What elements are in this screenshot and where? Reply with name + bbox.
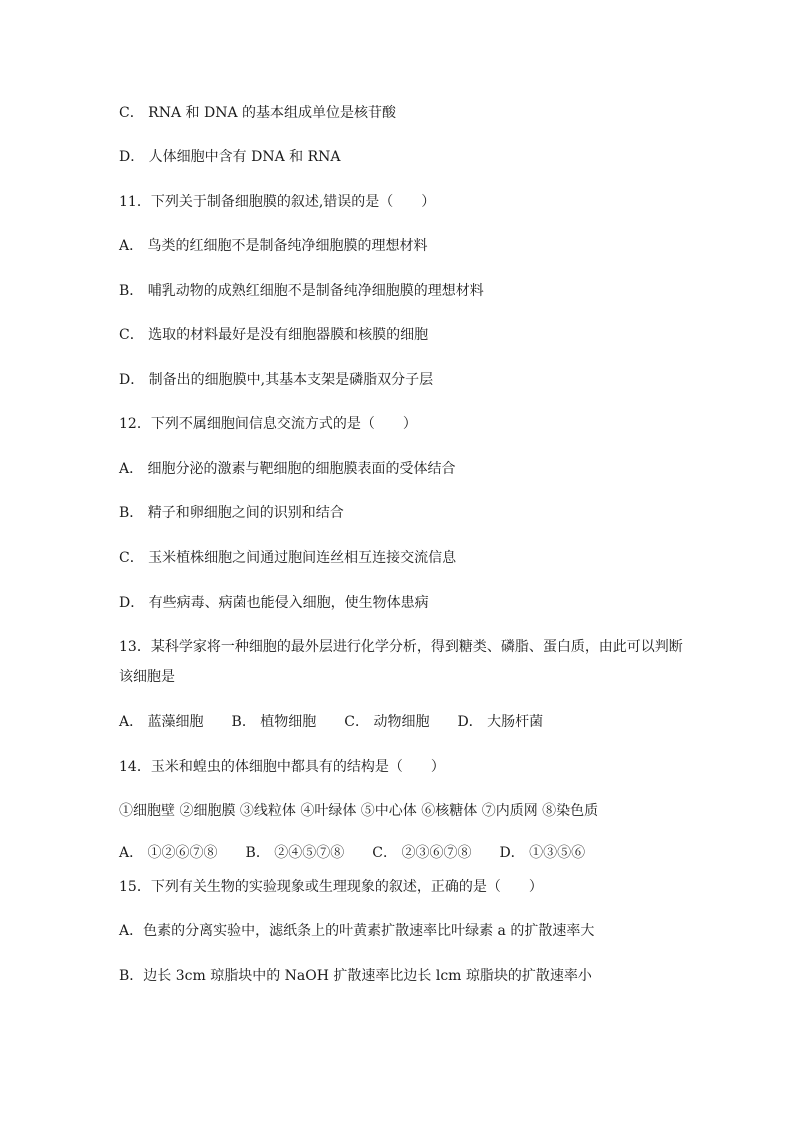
option-12a: A． 细胞分泌的激素与靶细胞的细胞膜表面的受体结合 [119,461,456,477]
option-12d: D． 有些病毒、病菌也能侵入细胞，使生物体患病 [119,595,429,611]
question-13-cont: 该细胞是 [119,669,175,685]
option-10d: D． 人体细胞中含有 DNA 和 RNA [119,149,341,165]
option-15b: B．边长 3cm 琼脂块中的 NaOH 扩散速率比边长 lcm 琼脂块的扩散速率小 [119,968,592,984]
option-11c: C． 选取的材料最好是没有细胞器膜和核膜的细胞 [119,327,429,343]
question-13: 13．某科学家将一种细胞的最外层进行化学分析，得到糖类、磷脂、蛋白质，由此可以判断 [119,639,683,655]
question-14: 14．玉米和蝗虫的体细胞中都具有的结构是（ ） [119,759,445,775]
option-11d: D． 制备出的细胞膜中,其基本支架是磷脂双分子层 [119,372,434,388]
question-12: 12．下列不属细胞间信息交流方式的是（ ） [119,416,417,432]
options-13: A． 蓝藻细胞 B． 植物细胞 C． 动物细胞 D． 大肠杆菌 [119,714,544,730]
structure-list: ①细胞壁 ②细胞膜 ③线粒体 ④叶绿体 ⑤中心体 ⑥核糖体 ⑦内质网 ⑧染色质 [119,803,599,819]
option-12c: C． 玉米植株细胞之间通过胞间连丝相互连接交流信息 [119,550,457,566]
option-12b: B． 精子和卵细胞之间的识别和结合 [119,505,344,521]
option-15a: A．色素的分离实验中，滤纸条上的叶黄素扩散速率比叶绿素 a 的扩散速率大 [119,923,595,939]
option-11b: B． 哺乳动物的成熟红细胞不是制备纯净细胞膜的理想材料 [119,283,484,299]
option-10c: C． RNA 和 DNA 的基本组成单位是核苷酸 [119,105,396,121]
option-11a: A． 鸟类的红细胞不是制备纯净细胞膜的理想材料 [119,238,428,254]
question-11: 11．下列关于制备细胞膜的叙述,错误的是（ ） [119,194,436,210]
options-14: A． ①②⑥⑦⑧ B． ②④⑤⑦⑧ C． ②③⑥⑦⑧ D． ①③⑤⑥ [119,845,586,861]
question-15: 15．下列有关生物的实验现象或生理现象的叙述，正确的是（ ） [119,879,543,895]
